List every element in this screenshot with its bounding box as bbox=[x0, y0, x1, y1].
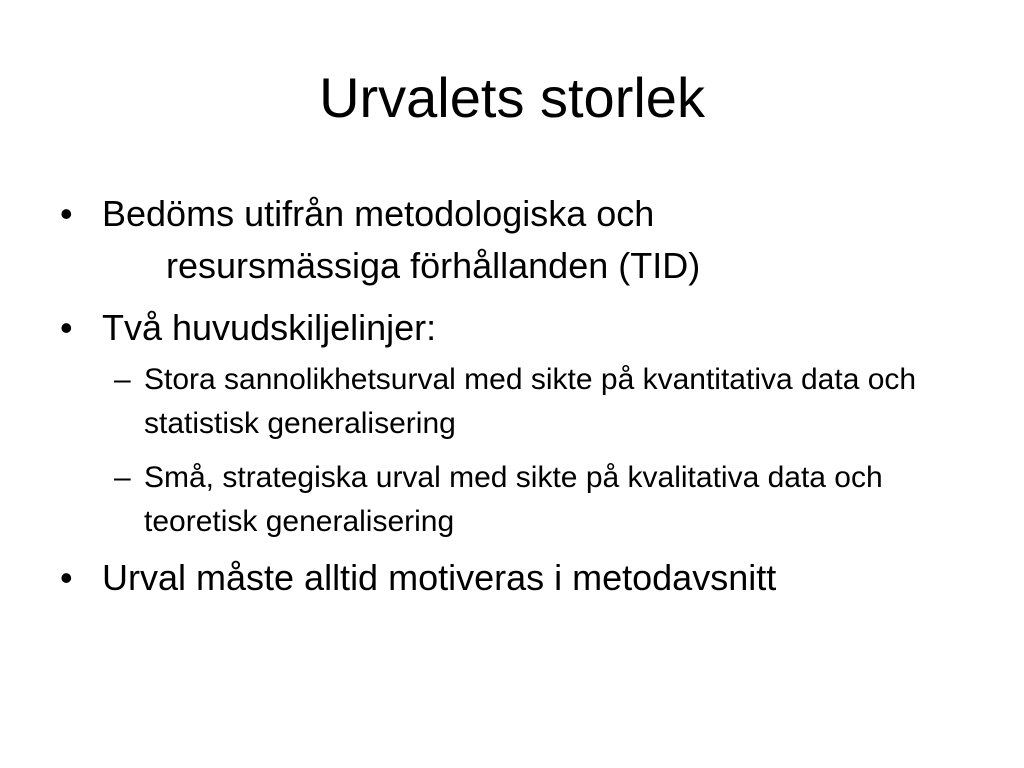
slide-title: Urvalets storlek bbox=[319, 66, 705, 129]
bullet-text: Urval måste alltid motiveras i metodavsnitt bbox=[102, 557, 777, 598]
bullet-marker: • bbox=[60, 193, 73, 234]
bullet-item bbox=[56, 552, 976, 604]
bullet-marker: • bbox=[60, 557, 73, 598]
sub-bullet-marker: – bbox=[114, 461, 131, 494]
bullet-item bbox=[56, 302, 976, 354]
sub-bullet-item bbox=[56, 456, 976, 544]
bullet-item bbox=[56, 188, 976, 292]
sub-bullet-marker: – bbox=[114, 363, 131, 396]
bullet-text: Bedöms utifrån metodologiska och bbox=[102, 193, 655, 234]
bullet-text: Två huvudskiljelinjer: bbox=[102, 307, 437, 348]
sub-bullet-item bbox=[56, 358, 976, 446]
bullet-text-continuation: resursmässiga förhållanden (TID) bbox=[166, 245, 701, 286]
bullet-list bbox=[56, 188, 976, 604]
sub-bullet-text: Små, strategiska urval med sikte på kvalitativa data och teoretisk generalisering bbox=[144, 461, 883, 538]
sub-bullet-text: Stora sannolikhetsurval med sikte på kvantitativa data och statistisk generalisering bbox=[144, 363, 917, 440]
bullet-marker: • bbox=[60, 307, 73, 348]
